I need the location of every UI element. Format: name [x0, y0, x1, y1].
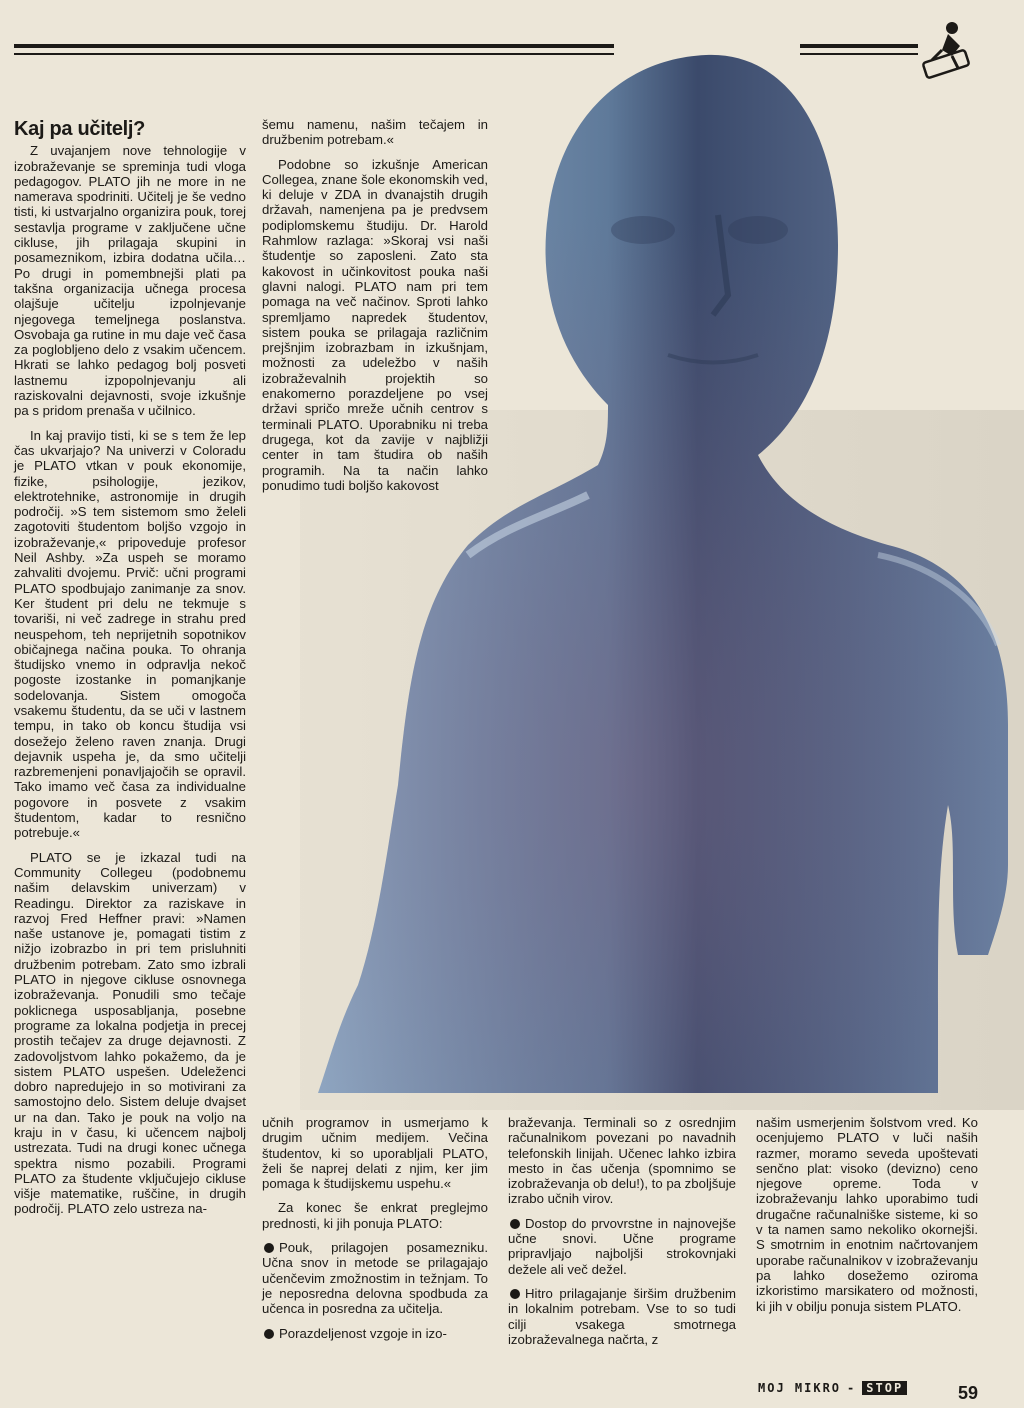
bullet-icon	[510, 1219, 520, 1229]
magazine-name: MOJ MIKRO	[758, 1381, 842, 1395]
paragraph: Podobne so izkušnje American Collegea, znane šole ekonomskih ved, ki deluje v ZDA in dvanajstih drugih državah, namenjena pa je predvsem podiplomskemu študiju. Dr. Harold Rahmlow razlaga: »Skoraj vsi naši študentje so zaposleni. Zato sta kakovost in učinkovitost pouka naši glavni nalogi. PLATO nam pri tem pomaga na več načinov. Sproti lahko spremljamo napredek študentov, sistem pouka se prilagaja različnim prejšnjim izobrazbam in izkušnjam, možnosti za udeležbo v naših izobraževalnih projektih so enakomerno porazdeljene po vsej državi spričo mreže učnih centrov s terminali PLATO. Uporabniku ni treba drugega, kot da zavije v najbližji center in tam študira ob naših programih. Na ta način lahko ponudimo tudi boljšo kakovost	[262, 156, 488, 493]
magazine-tag-separator: -	[847, 1381, 857, 1395]
paragraph: PLATO se je izkazal tudi na Community Collegeu (podobnemu našim delavskim univerzam) v Readingu. Direktor za raziskave in razvoj Fred Heffner pravi: »Namen naše ustanove je, pomagati tistim z nižjo izobrazbo in pri tem prisluhniti družbenim potrebam. Zato smo izbrali PLATO in njegove cikluse osnovnega izobraževanja. Ponudili smo tečaje poklicnega usposabljanja, posebne programe za lokalna podjetja in precej prostih tečajev za druge dejavnosti. Z zadovoljstvom lahko pokažemo, da je sistem PLATO uspešen. Udeleženci dobro napredujejo in so motivirani za samostojno delo. Sistem deluje dvajset ur na dan. Tako je pouk na voljo na kraju in v času, ki učencem najbolj ustrezata. Tudi na drugi konec učnega spektra nismo pozabili. Programi PLATO za študente vključujejo cikluse višje matematike, ruščine, in drugih področij. PLATO zelo ustreza na-	[14, 849, 246, 1217]
article-column-2-bottom	[262, 1115, 488, 1350]
article-column-3	[508, 1115, 736, 1356]
article-column-2-top	[262, 117, 488, 502]
paragraph: Z uvajanjem nove tehnologije v izobraževanje se spreminja tudi vloga pedagogov. PLATO jih ne more in ne namerava spodriniti. Učitelj je še vedno tisti, ki ustvarjalno organizira pouk, torej sestavlja programe v zaključene učne cikluse, jih prilagaja skupini in posameznikom, izbira dodatna učila… Po drugi in pomembnejši plati pa takšna organizacija učnega procesa olajšuje učitelju izpolnjevanje njegovega temeljnega poslanstva. Osvobaja ga rutine in mu daje več časa za poglobljeno delo z vsakim učencem. Hkrati se lahko pedagog bolj posveti lastnemu izpopolnjevanju ali raziskovalni dejavnosti, svoje izkušnje pa s pridom prenaša v učilnico.	[14, 143, 246, 419]
article-column-1	[14, 118, 246, 1226]
article-heading: Kaj pa učitelj?	[14, 118, 146, 140]
paragraph: In kaj pravijo tisti, ki se s tem že lep čas ukvarjajo? Na univerzi v Coloradu je PLATO vtkan v pouk ekonomije, fizike, psihologije, jezikov, elektrotehnike, astronomije in drugih področij. »S tem sistemom smo želeli zagotoviti študentom boljšo vzgojo in izobraževanje,« pripoveduje profesor Neil Ashby. »Za uspeh se moramo zahvaliti dvojemu. Prvič: učni programi PLATO spodbujajo zanimanje za snov. Ker študent pri delu ne tekmuje s tovariši, ni več zadrege in strahu pred neuspehom, teh neprijetnih sopotnikov običajnega načina pouka. To ohranja študijsko vnemo in odpravlja nekoč pogoste izostanke in pomanjkanje sodelovanja. Sistem omogoča vsakemu študentu, da se uči v lastnem tempu, in tako ob koncu študija vsi dosežejo želeno raven znanja. Drugi dejavnik uspeha je, da smo učitelji razbremenjeni ponavljajočih se opravil. Tako imamo več časa za individualne pogovore in posvete z vsakim študentom, kadar to resnično potrebuje.«	[14, 427, 246, 841]
paragraph: Za konec še enkrat preglejmo prednosti, ki jih ponuja PLATO:	[262, 1200, 488, 1231]
paragraph: šemu namenu, našim tečajem in družbenim potrebam.«	[262, 117, 488, 148]
paragraph: našim usmerjenim šolstvom vred. Ko ocenjujemo PLATO v luči naših razmer, moramo seveda upoštevati senčno plat: visoko (devizno) ceno njegove opreme. Toda v izobraževanju lahko uporabimo tudi drugačne računalniške sisteme, ki so v ta namen samo nekoliko okornejši. S smotrnim in enotnim načrtovanjem uporabe računalnikov v izobraževanju pa lahko dosežemo oziroma izkoristimo marsikatero od možnosti, ki jih v obilju ponuja sistem PLATO.	[756, 1115, 978, 1314]
stop-mark: STOP	[862, 1381, 907, 1395]
bullet-icon	[264, 1243, 274, 1253]
article-column-4	[756, 1115, 978, 1323]
magazine-tag	[758, 1381, 907, 1395]
bullet-item: Dostop do prvovrstne in najnovejše učne snovi. Učne programe pripravljajo najboljši strokovnjaki dežele ali več dežel.	[508, 1215, 736, 1277]
bullet-item: Porazdeljenost vzgoje in izo-	[262, 1326, 488, 1341]
bullet-item: Hitro prilagajanje širšim družbenim in lokalnim potrebam. Vse to so tudi cilji vsakega smotrnega izobraževalnega načrta, z	[508, 1285, 736, 1347]
paragraph: braževanja. Terminali so z osrednjim računalnikom povezani po navadnih telefonskih linijah. Učenec lahko izbira mesto in čas učenja (spomnimo se izobraževanja ob delu!), to pa zboljšuje izrabo učnih virov.	[508, 1115, 736, 1207]
bullet-icon	[264, 1329, 274, 1339]
bullet-item: Pouk, prilagojen posamezniku. Učna snov in metode se prilagajajo učenčevim zmožnostim in težnjam. To je neposredna delovna spodbuda za učenca in posredna za učitelja.	[262, 1240, 488, 1317]
page-number: 59	[957, 1383, 978, 1403]
paragraph: učnih programov in usmerjamo k drugim učnim medijem. Večina študentov, ki so uporabljali PLATO, želi še naprej delati z njim, ker jim pomaga k študijskemu uspehu.«	[262, 1115, 488, 1192]
bullet-icon	[510, 1289, 520, 1299]
